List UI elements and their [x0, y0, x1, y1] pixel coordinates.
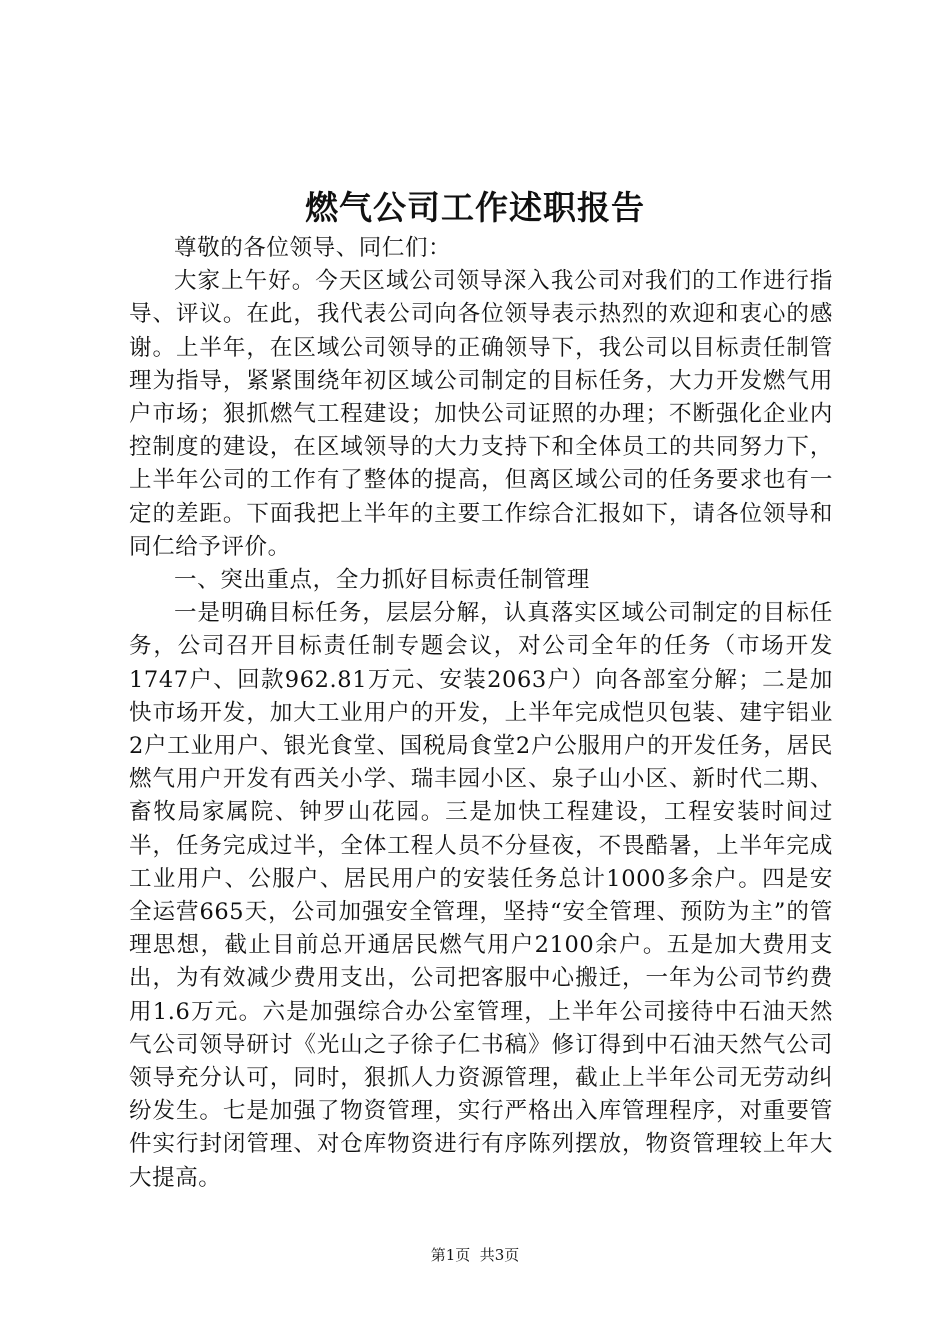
section-paragraph: 一是明确目标任务，层层分解，认真落实区域公司制定的目标任务，公司召开目标责任制专题会议，对公司全年的任务（市场开发1747户、回款962.81万元、安装2063户）向各部室分解；二是加快市场开发，加大工业用户的开发，上半年完成恺贝包装、建宇铝业2户工业用户、银光食堂、国税局食堂2户公服用户的开发任务，居民燃气用户开发有西关小学、瑞丰园小区、泉子山小区、新时代二期、畜牧局家属院、钟罗山花园。三是加快工程建设，工程安装时间过半，任务完成过半，全体工程人员不分昼夜，不畏酷暑，上半年完成工业用户、公服户、居民用户的安装任务总计1000多余户。四是安全运营665天，公司加强安全管理，坚持“安全管理、预防为主”的管理思想，截止目前总开通居民燃气用户2100余户。五是加大费用支出，为有效减少费用支出，公司把客服中心搬迁，一年为公司节约费用1.6万元。六是加强综合办公室管理，上半年公司接待中石油天然气公司领导研讨《光山之子徐子仁书稿》修订得到中石油天然气公司领导充分认可，同时，狠抓人力资源管理，截止上半年公司无劳动纠纷发生。七是加强了物资管理，实行严格出入库管理程序，对重要管件实行封闭管理、对仓库物资进行有序陈列摆放，物资管理较上年大大提高。: [129, 600, 833, 1191]
document-title: 燃气公司工作述职报告: [305, 188, 645, 227]
page-number: 第1页 共3页: [430, 1246, 520, 1264]
section-heading: 一、突出重点，全力抓好目标责任制管理: [174, 567, 590, 594]
salutation-paragraph: 尊敬的各位领导、同仁们：: [174, 235, 452, 261]
document-body: [129, 232, 833, 1195]
page-footer: [0, 1244, 950, 1266]
opening-paragraph: 大家上午好。今天区域公司领导深入我公司对我们的工作进行指导、评议。在此，我代表公司向各位领导表示热烈的欢迎和衷心的感谢。上半年，在区域公司领导的正确领导下，我公司以目标责任制管理为指导，紧紧围绕年初区域公司制定的目标任务，大力开发燃气用户市场；狠抓燃气工程建设；加快公司证照的办理；不断强化企业内控制度的建设，在区域领导的大力支持下和全体员工的共同努力下，上半年公司的工作有了整体的提高，但离区域公司的任务要求也有一定的差距。下面我把上半年的主要工作综合汇报如下，请各位领导和同仁给予评价。: [129, 268, 833, 560]
